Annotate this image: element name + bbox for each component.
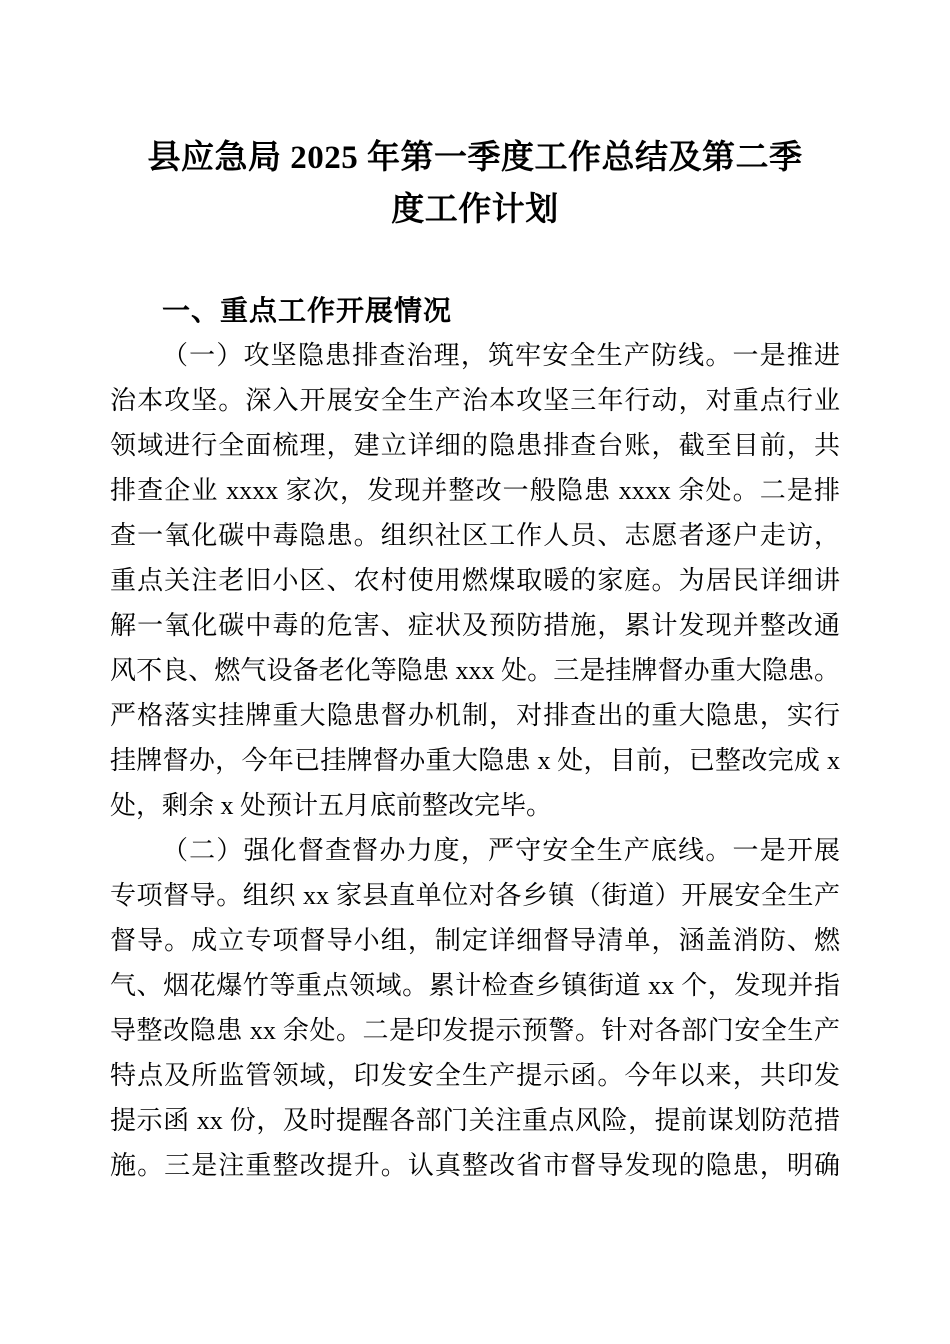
text-line: 排查企业 xxxx 家次，发现并整改一般隐患 xxxx 余处。二是排 bbox=[110, 476, 840, 505]
text-line: 领域进行全面梳理，建立详细的隐患排查台账，截至目前，共 bbox=[110, 431, 840, 460]
text-line: 提示函 xx 份，及时提醒各部门关注重点风险，提前谋划防范措 bbox=[110, 1106, 840, 1135]
text-line: 挂牌督办，今年已挂牌督办重大隐患 x 处，目前，已整改完成 x bbox=[110, 746, 840, 775]
document-title-line-1: 县应急局 2025 年第一季度工作总结及第二季 bbox=[147, 140, 803, 176]
text-line: 查一氧化碳中毒隐患。组织社区工作人员、志愿者逐户走访， bbox=[110, 521, 840, 550]
text-line: 施。三是注重整改提升。认真整改省市督导发现的隐患，明确 bbox=[110, 1151, 840, 1180]
text-line: （一）攻坚隐患排查治理，筑牢安全生产防线。一是推进 bbox=[162, 341, 840, 370]
text-line: 治本攻坚。深入开展安全生产治本攻坚三年行动，对重点行业 bbox=[110, 386, 840, 415]
document-body bbox=[110, 288, 840, 1188]
document-title bbox=[110, 132, 840, 236]
text-line: 导整改隐患 xx 余处。二是印发提示预警。针对各部门安全生产 bbox=[110, 1016, 840, 1045]
text-line: 处，剩余 x 处预计五月底前整改完毕。 bbox=[110, 791, 553, 820]
text-line: 重点关注老旧小区、农村使用燃煤取暖的家庭。为居民详细讲 bbox=[110, 566, 840, 595]
text-line: 气、烟花爆竹等重点领域。累计检查乡镇街道 xx 个，发现并指 bbox=[110, 971, 840, 1000]
text-line: 督导。成立专项督导小组，制定详细督导清单，涵盖消防、燃 bbox=[110, 926, 840, 955]
text-line: 严格落实挂牌重大隐患督办机制，对排查出的重大隐患，实行 bbox=[110, 701, 840, 730]
text-line: 解一氧化碳中毒的危害、症状及预防措施，累计发现并整改通 bbox=[110, 611, 840, 640]
paragraph-2 bbox=[110, 828, 840, 1188]
section-heading: 一、重点工作开展情况 bbox=[162, 295, 453, 326]
text-line: 风不良、燃气设备老化等隐患 xxx 处。三是挂牌督办重大隐患。 bbox=[110, 656, 840, 685]
text-line: 特点及所监管领域，印发安全生产提示函。今年以来，共印发 bbox=[110, 1061, 840, 1090]
text-line: 专项督导。组织 xx 家县直单位对各乡镇（街道）开展安全生产 bbox=[110, 881, 840, 910]
document-title-line-2: 度工作计划 bbox=[391, 192, 559, 228]
text-line: （二）强化督查督办力度，严守安全生产底线。一是开展 bbox=[162, 836, 840, 865]
paragraph-1 bbox=[110, 333, 840, 828]
